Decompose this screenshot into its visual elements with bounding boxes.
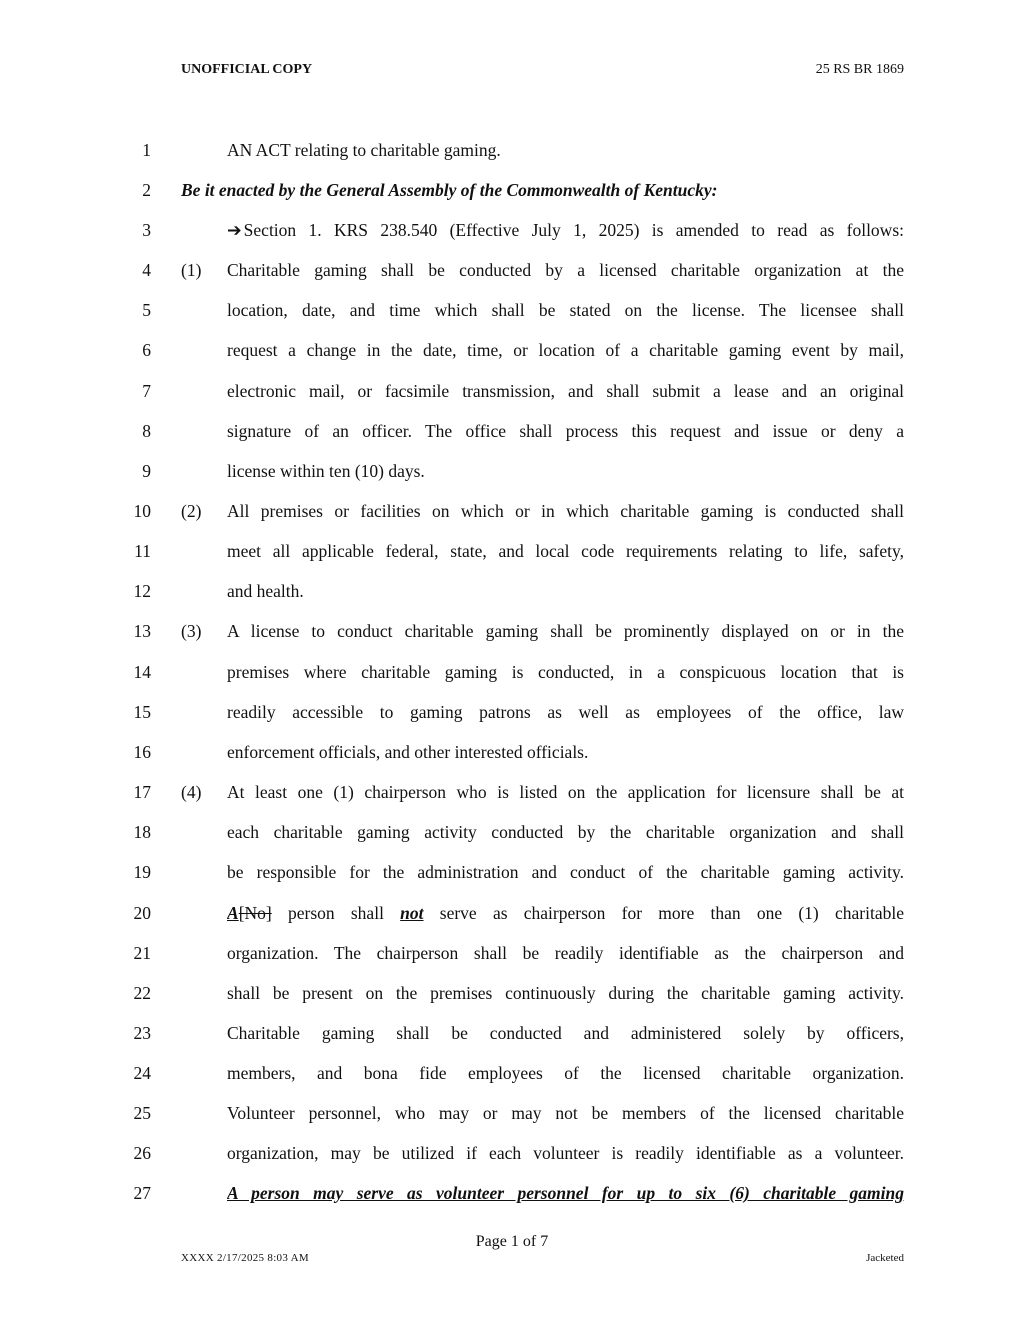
line-number: 13 xyxy=(133,621,151,641)
text-line: shall be present on the premises continuously during the charitable gaming activity. xyxy=(227,983,904,1003)
inserted-text: not xyxy=(400,903,424,923)
line-number: 16 xyxy=(133,742,151,762)
amended-line xyxy=(227,903,904,924)
act-title: AN ACT relating to charitable gaming. xyxy=(227,140,501,160)
text-line: license within ten (10) days. xyxy=(227,461,425,481)
subsection-marker: (2) xyxy=(181,501,202,521)
footer-right: Jacketed xyxy=(866,1252,904,1264)
text-line: request a change in the date, time, or location of a charitable gaming event by mail, xyxy=(227,340,904,360)
line-number: 8 xyxy=(142,421,151,441)
text-line: meet all applicable federal, state, and local code requirements relating to life, safety, xyxy=(227,541,904,561)
text-line: be responsible for the administration and conduct of the charitable gaming activity. xyxy=(227,862,904,882)
text-line: premises where charitable gaming is conducted, in a conspicuous location that is xyxy=(227,662,904,682)
footer-left: XXXX 2/17/2025 8:03 AM xyxy=(181,1252,309,1264)
text-line: organization, may be utilized if each volunteer is readily identifiable as a volunteer. xyxy=(227,1143,904,1163)
line-number: 4 xyxy=(142,260,151,280)
text-line: each charitable gaming activity conducted by the charitable organization and shall xyxy=(227,822,904,842)
line-number: 14 xyxy=(133,662,151,682)
line-number: 12 xyxy=(133,581,151,601)
subsection-marker: (4) xyxy=(181,782,202,802)
header-left: UNOFFICIAL COPY xyxy=(181,62,313,77)
line-number: 23 xyxy=(133,1023,151,1043)
text-line: Charitable gaming shall be conducted by a licensed charitable organization at the xyxy=(227,260,904,280)
line-number: 10 xyxy=(133,501,151,521)
subsection-marker: (3) xyxy=(181,621,202,641)
text-line: location, date, and time which shall be stated on the license. The licensee shall xyxy=(227,300,904,320)
line-number: 7 xyxy=(142,381,151,401)
line-number: 18 xyxy=(133,822,151,842)
page-number: Page 1 of 7 xyxy=(475,1233,549,1250)
arrow-right-icon: ➔ xyxy=(227,220,242,240)
line-number: 9 xyxy=(142,461,151,481)
deleted-text: [No] xyxy=(238,903,272,923)
text-segment: person shall xyxy=(271,903,401,923)
line-number: 1 xyxy=(142,140,151,160)
inserted-text: A xyxy=(227,903,239,923)
section-heading xyxy=(227,220,904,241)
text-line: and health. xyxy=(227,581,304,601)
line-number: 25 xyxy=(133,1103,151,1123)
text-line: enforcement officials, and other interested officials. xyxy=(227,742,589,762)
text-segment: serve as chairperson for more than one (1) charitable xyxy=(423,903,904,923)
line-number: 24 xyxy=(133,1063,151,1083)
text-line: At least one (1) chairperson who is listed on the application for licensure shall be at xyxy=(227,782,904,802)
text-line: signature of an officer. The office shall process this request and issue or deny a xyxy=(227,421,904,441)
line-number: 20 xyxy=(133,903,151,923)
line-number: 27 xyxy=(133,1183,151,1203)
line-number: 22 xyxy=(133,983,151,1003)
text-line: members, and bona fide employees of the licensed charitable organization. xyxy=(227,1063,904,1083)
line-number: 21 xyxy=(133,943,151,963)
line-number: 5 xyxy=(142,300,151,320)
text-line: A license to conduct charitable gaming shall be prominently displayed on or in the xyxy=(227,621,904,641)
header-right: 25 RS BR 1869 xyxy=(815,62,904,77)
line-number: 6 xyxy=(142,340,151,360)
inserted-text-line: A person may serve as volunteer personnel for up to six (6) charitable gaming xyxy=(227,1183,904,1203)
text-line: electronic mail, or facsimile transmission, and shall submit a lease and an original xyxy=(227,381,904,401)
enacting-clause: Be it enacted by the General Assembly of the Commonwealth of Kentucky: xyxy=(181,180,718,200)
line-number: 2 xyxy=(142,180,151,200)
text-line: All premises or facilities on which or in which charitable gaming is conducted shall xyxy=(227,501,904,521)
section-heading-text: Section 1. KRS 238.540 (Effective July 1, 2025) is amended to read as follows: xyxy=(243,220,904,240)
line-number: 11 xyxy=(134,541,151,561)
line-number: 19 xyxy=(133,862,151,882)
line-number: 17 xyxy=(133,782,151,802)
text-line: Charitable gaming shall be conducted and administered solely by officers, xyxy=(227,1023,904,1043)
text-line: organization. The chairperson shall be readily identifiable as the chairperson and xyxy=(227,943,904,963)
text-line: readily accessible to gaming patrons as well as employees of the office, law xyxy=(227,702,904,722)
line-number: 15 xyxy=(133,702,151,722)
subsection-marker: (1) xyxy=(181,260,202,280)
text-line: Volunteer personnel, who may or may not be members of the licensed charitable xyxy=(227,1103,904,1123)
line-number: 3 xyxy=(142,220,151,240)
line-number: 26 xyxy=(133,1143,151,1163)
